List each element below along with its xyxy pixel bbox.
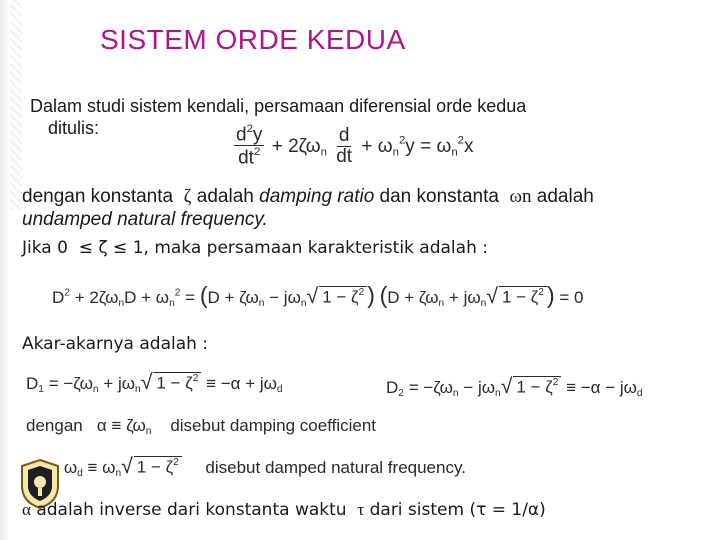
roots-heading: Akar-akarnya adalah :	[22, 334, 209, 354]
constants-line: dengan konstanta ζ adalah damping ratio dan konstanta ωn adalah	[22, 186, 594, 207]
slide-title: SISTEM ORDE KEDUA	[100, 24, 406, 55]
intro-line-2: ditulis:	[48, 118, 100, 138]
characteristic-equation: $D^2 + 2\zeta\omega_nD + \omega_n^2 = (D + \zeta\omega_n - j\omega_n√$ $1 - \zeta^2$ ) ($D + \zeta\omega_n + j\omega_n√$ $1 - \zeta^2$ ) = 0	[52, 282, 584, 310]
root-D1: $D_1 = -\zeta\omega_n + j\omega_n√$ $1 - \zeta^2 \equiv -\alpha + j\omega_d$	[26, 370, 283, 396]
left-decor-stripe	[10, 0, 22, 210]
root-D2: $D_2 = -\zeta\omega_n - j\omega_n√$ $1 - \zeta^2 \equiv -\alpha - j\omega_d$	[386, 374, 643, 400]
jika-line: Jika 0 ≤ ζ ≤ 1, maka persamaan karakteristik adalah :	[22, 238, 488, 258]
differential-equation: $\frac{d^2y}{dt^2}$ + $2\zeta\omega_n$ $\frac{d}{dt}$ + $\omega_n^2y = \omega_n^2x$	[236, 123, 474, 170]
left-decor-bar	[0, 0, 10, 540]
intro-line-1: Dalam studi sistem kendali, persamaan diferensial orde kedua	[30, 96, 527, 116]
damped-frequency-line: $\omega_d \equiv \omega_n√$ $1 - \zeta^2$ disebut damped natural frequency.	[63, 454, 466, 480]
undamped-line: undamped natural frequency.	[22, 209, 268, 230]
alpha-definition-line: α adalah inverse dari konstanta waktu τ dari sistem (τ = 1/α)	[22, 500, 546, 520]
damping-coefficient-line: dengan $\alpha \equiv \zeta\omega_n$ disebut damping coefficient	[26, 416, 377, 438]
